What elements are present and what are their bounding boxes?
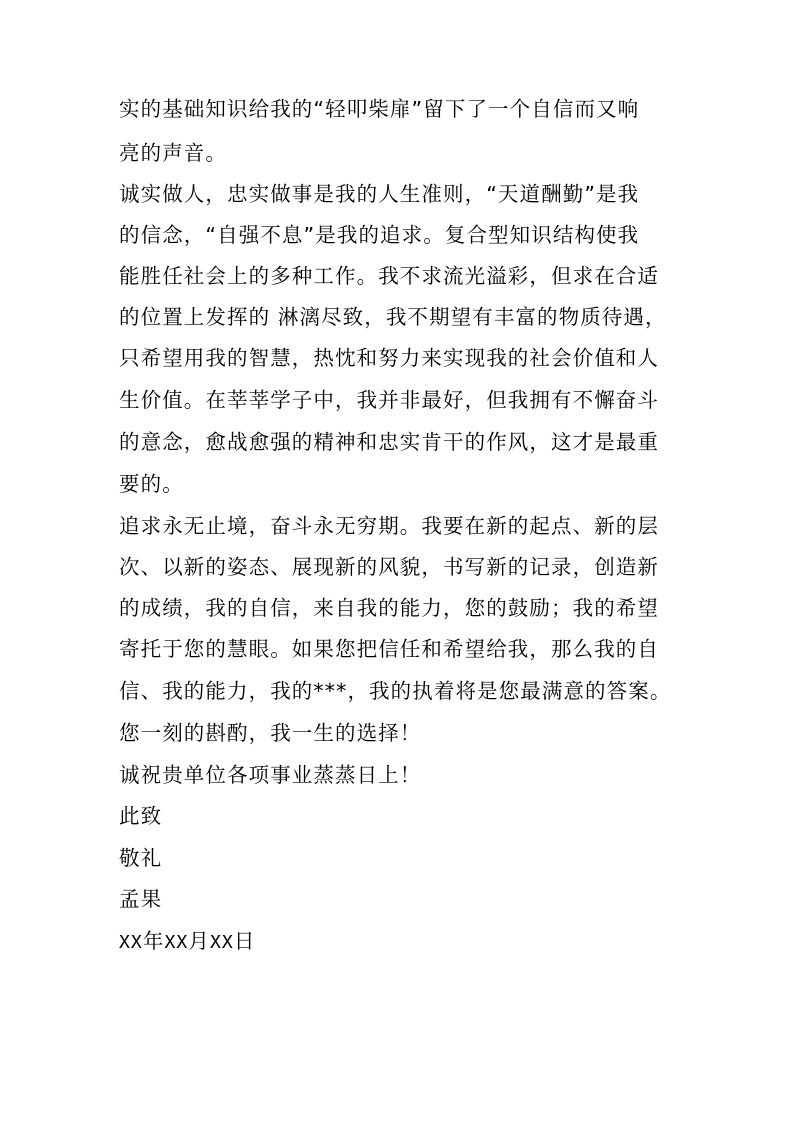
paragraph-line: 的成绩，我的自信，来自我的能力，您的鼓励；我的希望 xyxy=(119,596,659,620)
paragraph-line: 实的基础知识给我的“轻叩柴扉”留下了一个自信而又响 xyxy=(119,97,640,121)
closing-line: 您一刻的斟酌，我一生的选择！ xyxy=(119,721,422,745)
date-day: XX xyxy=(209,932,234,953)
signature-name: 孟果 xyxy=(119,887,163,911)
paragraph-line: 的位置上发挥的 淋漓尽致，我不期望有丰富的物质待遇， xyxy=(119,305,667,329)
paragraph-line: 寄托于您的慧眼。如果您把信任和希望给我，那么我的自 xyxy=(119,637,659,661)
paragraph-line: 要的。 xyxy=(119,472,184,496)
date-day-unit: 日 xyxy=(233,929,256,953)
paragraph-line: 信、我的能力，我的***，我的执着将是您最满意的答案。 xyxy=(119,679,672,703)
paragraph-line: 追求永无止境，奋斗永无穷期。我要在新的起点、新的层 xyxy=(119,514,659,538)
paragraph-line: 亮的声音。 xyxy=(119,141,227,165)
date-month-unit: 月 xyxy=(188,929,210,953)
paragraph-line: 诚实做人，忠实做事是我的人生准则，“天道酬勤”是我 xyxy=(119,182,640,206)
signature-date xyxy=(119,931,255,952)
salutation-line: 此致 xyxy=(119,804,163,828)
paragraph-line: 次、以新的姿态、展现新的风貌，书写新的记录，创造新 xyxy=(119,555,659,579)
date-month: XX xyxy=(164,932,189,953)
salutation-line: 敬礼 xyxy=(119,846,163,870)
paragraph-line: 能胜任社会上的多种工作。我不求流光溢彩，但求在合适 xyxy=(119,264,659,288)
date-year-unit: 年 xyxy=(142,929,165,953)
paragraph-line: 的信念，“自强不息”是我的追求。复合型知识结构使我 xyxy=(119,223,640,247)
closing-line: 诚祝贵单位各项事业蒸蒸日上！ xyxy=(119,763,422,787)
paragraph-line: 只希望用我的智慧，热忱和努力来实现我的社会价值和人 xyxy=(119,346,659,370)
paragraph-line: 的意念，愈战愈强的精神和忠实肯干的作风，这才是最重 xyxy=(119,430,659,454)
date-year: XX xyxy=(119,932,143,953)
paragraph-line: 生价值。在莘莘学子中，我并非最好，但我拥有不懈奋斗 xyxy=(119,388,659,412)
